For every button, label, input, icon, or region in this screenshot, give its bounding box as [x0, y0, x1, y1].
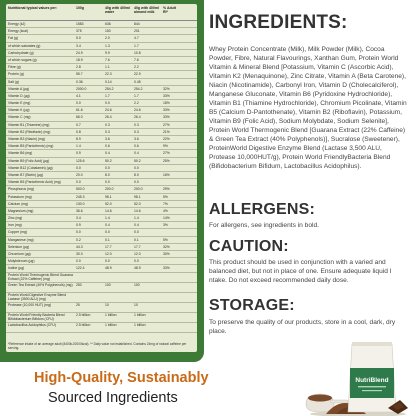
ingredients-heading: INGREDIENTS: — [209, 12, 348, 33]
nutrient-value — [161, 303, 180, 312]
nutrient-value: 0.14 — [105, 79, 112, 84]
nutrient-value — [161, 28, 180, 34]
nutrient-name: Manganese (mg) — [8, 237, 34, 242]
nutrient-name: Protein World Digestive Enzyme Blend Lactase (3500 ALU) (mg) — [8, 292, 67, 301]
table-row — [6, 71, 197, 78]
nutrient-value: 0.0 — [134, 230, 139, 235]
header-cell: Nutritional typical values per: — [8, 6, 58, 10]
nutrient-name: Protein World Friendly Bacteria Blend Bifidobacterium Bifidum (CFU) — [8, 312, 65, 321]
nutrient-value — [132, 273, 161, 282]
nutrient-value: 0.36 — [76, 79, 83, 84]
nutrient-name: Molybdenum (µg) — [8, 259, 35, 264]
nutrient-value: 18% — [163, 101, 170, 106]
table-row — [6, 323, 197, 333]
nutrient-value: 16% — [163, 172, 170, 177]
nutrient-value: 5.0 — [76, 36, 81, 41]
table-row — [6, 129, 197, 136]
nutrient-value: 24.6 — [105, 108, 112, 113]
nutrient-value: 0.0 — [105, 165, 110, 170]
nutrient-value — [161, 293, 180, 302]
nutrient-value: 0.4 — [134, 151, 139, 156]
table-row — [6, 229, 197, 236]
nutrient-value: 2.2 — [134, 65, 139, 70]
nutrition-table — [6, 4, 197, 352]
nutrient-value: 1583 — [76, 22, 84, 26]
nutrient-name: Selenium (µg) — [8, 244, 30, 249]
table-row — [6, 313, 197, 323]
nutrient-value: 48.9 — [134, 266, 141, 271]
storage-text: To preserve the quality of our products, store in a cool, dark, dry place. — [209, 319, 396, 335]
nutrient-name: Green Tea Extract (40% Polyphenols) (mg) — [8, 282, 73, 287]
nutrient-value: 254.2 — [134, 86, 143, 91]
nutrient-name: Vitamin B7 (Biotin) (µg) — [8, 172, 44, 177]
nutrient-value: 25% — [163, 158, 170, 163]
nutrient-value — [161, 179, 180, 185]
nutrient-name: Vitamin B6 (mg) — [8, 151, 33, 156]
table-row — [6, 21, 197, 28]
nutrient-value: 0.4 — [105, 151, 110, 156]
nutrient-value: 17.7 — [105, 244, 112, 249]
nutrient-value: 245.3 — [76, 194, 85, 199]
nutrient-value: 1.7 — [134, 93, 139, 98]
nutrient-value: 22.9 — [134, 72, 141, 77]
product-pouch-icon — [348, 342, 396, 412]
nutrient-value: 10 — [105, 302, 109, 307]
nutrient-value — [161, 165, 180, 171]
nutrient-value: 0.0 — [105, 180, 110, 185]
nutrient-value — [161, 35, 180, 41]
table-row — [6, 293, 197, 303]
nutrient-value: 0.3 — [105, 129, 110, 134]
nutrient-value: 33% — [163, 108, 170, 113]
nutrient-value: 24.6 — [134, 108, 141, 113]
header-cell: 40g with 400ml almond milk — [134, 6, 159, 15]
nutrient-value: 0.45 — [134, 79, 141, 84]
nutrient-value: 20.0 — [76, 172, 83, 177]
table-row — [6, 172, 197, 179]
allergens-heading: ALLERGENS: — [209, 201, 315, 218]
nutrient-value: 1.1 — [105, 65, 110, 70]
nutrient-value: 250 — [76, 282, 82, 287]
nutrient-name: Vitamin K (µg) — [8, 108, 30, 113]
nutrient-value — [161, 273, 180, 282]
nutrient-name: Vitamin B5 (Pantothenic Acid) (mg) — [8, 180, 61, 185]
nutrient-name: Vitamin B12 (Cobalamin) (µg) — [8, 165, 53, 170]
nutrient-value: 26.4 — [134, 115, 141, 120]
nutrient-value: 375 — [76, 29, 82, 34]
table-row — [6, 258, 197, 265]
nutrient-value: 33% — [163, 115, 170, 120]
nutrient-value: 17.7 — [134, 244, 141, 249]
nutrient-value — [161, 323, 180, 332]
nutrient-value: 1.4 — [105, 216, 110, 221]
nutrient-value: 30.0 — [76, 252, 83, 256]
table-row — [6, 237, 197, 244]
nutrient-name: Salt (g) — [8, 79, 19, 84]
nutrient-name: Vitamin D (µg) — [8, 93, 30, 98]
nutrient-value: 3.6 — [105, 137, 110, 141]
nutrient-name: Vitamin B9 (Folic Acid) (µg) — [8, 158, 50, 163]
nutrient-value: 7.6 — [105, 57, 110, 62]
allergens-text: For allergens, see ingredients in bold. — [209, 222, 319, 229]
nutrient-value: 24.9 — [76, 50, 83, 55]
nutrient-value: 3.6 — [134, 137, 139, 141]
nutrient-value: 14% — [163, 216, 170, 221]
nutrient-value: 1.4 — [134, 216, 139, 221]
nutrient-value: 8.0 — [105, 172, 110, 177]
nutrient-value: 61.6 — [76, 108, 83, 113]
nutrient-value: 3% — [163, 223, 168, 228]
nutrient-value: 130.0 — [76, 201, 85, 206]
nutrient-value: 2.0 — [105, 36, 110, 41]
caution-text: This product should be used in conjunction with a varied and balanced diet, but not in place of one. Ensure adequate liquid I ntake. Do not exceed recommended daily dose. — [209, 259, 392, 284]
nutrient-value: 4.7 — [134, 36, 139, 41]
table-row — [6, 194, 197, 201]
nutrient-value: 36.6 — [76, 208, 83, 213]
nutrient-value: 0.7 — [76, 122, 81, 127]
nutrient-name: Potassium (mg) — [8, 194, 32, 199]
nutrient-value — [161, 283, 180, 292]
nutrient-value: 22% — [163, 137, 170, 141]
nutrient-value: 98.1 — [134, 194, 141, 199]
nutrient-value — [161, 71, 180, 77]
product-label: NutriBlend — [355, 377, 389, 384]
nutrient-value: 2.5 billion — [76, 312, 91, 317]
table-row — [6, 273, 197, 283]
nutrient-value: 32% — [163, 86, 170, 91]
nutrient-value: 200.0 — [105, 187, 114, 192]
nutrient-value: 33% — [163, 93, 170, 98]
nutrient-value: 4% — [163, 208, 168, 213]
table-row — [6, 93, 197, 100]
nutrient-name: Protein World Thermogenic Blend Guarana Extract (22% Caffeine) (mg) — [8, 272, 73, 281]
nutrient-value: 0.0 — [76, 165, 81, 170]
table-row — [6, 143, 197, 150]
nutrient-value: 50.2 — [134, 158, 141, 163]
nutrient-value: 254.2 — [105, 86, 114, 91]
nutrient-name: of which sugars (g) — [8, 57, 37, 62]
nutrient-value: 0.0 — [134, 165, 139, 170]
nutrient-value: 1 billion — [105, 312, 117, 317]
nutrient-name: Carbohydrate (g) — [8, 50, 34, 55]
caution-heading: CAUTION: — [209, 238, 289, 255]
nutrient-value: 0.6 — [105, 144, 110, 149]
nutrient-value: 125.6 — [76, 158, 85, 163]
nutrition-table-header — [6, 4, 197, 21]
nutrient-value: 25 — [76, 302, 80, 307]
nutrient-value: 0.0 — [134, 259, 139, 264]
table-row — [6, 165, 197, 172]
nutrient-value: 0.0 — [134, 180, 139, 185]
nutrient-value: 33% — [163, 266, 170, 271]
nutrient-value — [161, 79, 180, 85]
nutrient-name: Fat (g) — [8, 36, 18, 41]
nutrient-value — [161, 50, 180, 56]
nutrient-value: 8.9 — [76, 137, 81, 141]
nutrient-value: 0.0 — [76, 101, 81, 106]
nutrient-value: 8.0 — [134, 172, 139, 177]
nutrient-value — [161, 258, 180, 264]
nutrient-value: 0.0 — [105, 101, 110, 106]
nutrient-value: 14.6 — [134, 208, 141, 213]
table-row — [6, 244, 197, 251]
nutrient-value: 1 billion — [105, 322, 117, 327]
nutrient-value — [103, 293, 132, 302]
nutrient-name: Iron (mg) — [8, 223, 22, 228]
nutrient-value: 0.3 — [105, 122, 110, 127]
nutrient-value: 200.0 — [134, 187, 143, 192]
nutrient-value: 52.0 — [134, 201, 141, 206]
nutrient-value — [161, 57, 180, 63]
nutrition-rows — [6, 21, 197, 333]
nutrient-value: 3.4 — [76, 216, 81, 221]
table-row — [6, 208, 197, 215]
header-cell: % Adult RI* — [163, 6, 176, 15]
nutrient-name: Zinc (mg) — [8, 216, 23, 221]
nutrient-value: 14.6 — [105, 208, 112, 213]
nutrient-name: Fibre (g) — [8, 65, 21, 70]
table-row — [6, 79, 197, 86]
nutrient-value: 2.2 — [134, 101, 139, 106]
ingredients-text: Whey Protein Concentrate (Milk), Milk Powder (Milk), Cocoa Powder, Fibre, Natural Flavourings, Xanthan Gum, Protein World Vitamin & Mineral Blend [Potassium, Vitamin C (Ascorbic Acid), Vitamin K2 (Menaquinone), Zinc Citrate, Vitamin A (Beta Carotene), Niacin (Nicotinamide), Carbonyl Iron, Vitamin D (Cholecalciferol), Manganese Gluconate, Vitamin B6 (Pyridoxine Hydrochloride), Vitamin B1 (Thiamine Hydrochloride), Chromium Picolinate, Vitamin B5 (Calcium D-Pantothenate), Vitamin B2 (Riboflavin), Potassium, Vitamin B9 (Folic Acid), Sodium Molybdate, Sodium Selenite], Protein World Thermogenic Blend [Guarana Extract (22% Caffeine) & Green Tea Extract (40% Polyphenols)], Sucralose (Sweetener), ProteinWorld Digestive Enzyme Blend (Lactase 3,500 ALU, Protease 10,000HUT/g), Protein World FriendlyBacteria Blend (Bifidobacterium Bifidum, Lactobacillus Acidophilus). — [209, 46, 407, 170]
nutrient-value: 32% — [163, 244, 170, 249]
nutrient-value: 1 billion — [134, 312, 146, 317]
nutrient-value: 12.0 — [134, 252, 141, 256]
nutrient-value: 2000.0 — [76, 86, 87, 91]
table-row — [6, 107, 197, 114]
header-cell: 100g — [76, 6, 84, 10]
nutrient-value: 26.4 — [105, 115, 112, 120]
nutrient-value: 27% — [163, 151, 170, 156]
nutrient-value — [132, 293, 161, 302]
nutrient-value: 150 — [105, 29, 111, 34]
table-row — [6, 86, 197, 93]
product-illustration — [300, 338, 410, 416]
nutrient-value: 2.5 billion — [76, 322, 91, 327]
table-row — [6, 222, 197, 229]
nutrient-value: 7.6 — [134, 57, 139, 62]
nutrient-name: Copper (mg) — [8, 230, 28, 235]
nutrient-value: 0.3 — [134, 129, 139, 134]
table-row — [6, 186, 197, 193]
nutrient-value: 844 — [134, 22, 140, 26]
nutrient-value: 48.9 — [105, 266, 112, 271]
table-row — [6, 215, 197, 222]
nutrient-value: 0.9 — [76, 223, 81, 228]
nutrient-value — [161, 64, 180, 70]
nutrient-name: Calcium (mg) — [8, 201, 29, 206]
nutrient-value — [74, 293, 103, 302]
nutrient-value: 29% — [163, 187, 170, 192]
nutrient-value: 2.8 — [76, 65, 81, 70]
nutrient-name: Vitamin E (mg) — [8, 101, 31, 106]
table-row — [6, 50, 197, 57]
nutrient-value: 1 billion — [134, 322, 146, 327]
nutrient-value: 100 — [134, 282, 140, 287]
nutrient-value: 52.0 — [105, 201, 112, 206]
nutrient-name: Vitamin B5 (Pantothenic) (mg) — [8, 144, 54, 149]
nutrient-value: 0.1 — [134, 237, 139, 242]
nutrient-value: 9% — [163, 144, 168, 149]
table-row — [6, 179, 197, 186]
nutrient-value: 3.4 — [76, 43, 81, 48]
nutrient-value: 7% — [163, 201, 168, 206]
table-row — [6, 303, 197, 313]
tagline-line2: Sourced Ingredients — [48, 390, 178, 406]
nutrient-value: 0.0 — [76, 230, 81, 235]
nutrient-value: 636 — [105, 22, 111, 26]
nutrient-value — [161, 229, 180, 235]
nutrient-value: 5% — [163, 194, 168, 199]
nutrient-value: 1.4 — [76, 144, 81, 149]
table-row — [6, 100, 197, 107]
nutrient-value: 30% — [163, 252, 170, 256]
nutrient-value: 0.0 — [76, 259, 81, 264]
nutrient-value: 0.6 — [134, 144, 139, 149]
nutrient-value — [103, 273, 132, 282]
nutrient-value: 0.0 — [105, 230, 110, 235]
nutrient-value — [74, 273, 103, 282]
nutrient-value: 100 — [105, 282, 111, 287]
nutrient-value: 4.1 — [76, 93, 81, 98]
nutrient-value: 0.0 — [76, 180, 81, 185]
nutrient-value — [161, 21, 180, 27]
nutrient-value: 0.4 — [134, 223, 139, 228]
tagline-line1: High-Quality, Sustainably — [34, 370, 209, 386]
table-row — [6, 114, 197, 121]
nutrient-value: 10.8 — [134, 50, 141, 55]
nutrient-value: 201 — [134, 29, 140, 34]
nutrient-value — [161, 43, 180, 49]
nutrition-panel — [0, 0, 204, 362]
table-row — [6, 283, 197, 293]
nutrient-value: 44.3 — [76, 244, 83, 249]
nutrient-value: 122.4 — [76, 266, 85, 271]
table-row — [6, 136, 197, 143]
nutrient-name: Phosphorus (mg) — [8, 187, 35, 192]
nutrient-name: Magnesium (mg) — [8, 208, 34, 213]
table-row — [6, 265, 197, 272]
nutrient-value: 5% — [163, 237, 168, 242]
nutrient-value: 10 — [134, 302, 138, 307]
table-row — [6, 122, 197, 129]
nutrient-value: 55.7 — [76, 72, 83, 77]
nutrient-name: Energy (kJ) — [8, 22, 26, 26]
nutrient-value — [161, 313, 180, 322]
table-row — [6, 251, 197, 258]
nutrient-value: 1.7 — [105, 93, 110, 98]
table-row — [6, 43, 197, 50]
nutrient-value: 18.9 — [76, 57, 83, 62]
nutrient-value: 1.7 — [134, 43, 139, 48]
nutrient-value: 0.3 — [134, 122, 139, 127]
nutrient-name: Iodine (µg) — [8, 266, 25, 271]
nutrient-value: 50.2 — [105, 158, 112, 163]
table-row — [6, 158, 197, 165]
storage-heading: STORAGE: — [209, 297, 295, 314]
nutrient-value: 0.9 — [76, 151, 81, 156]
nutrient-name: Protein (g) — [8, 72, 24, 77]
nutrient-value: 0.1 — [105, 237, 110, 242]
table-row — [6, 201, 197, 208]
nutrient-value: 22.3 — [105, 72, 112, 77]
table-row — [6, 57, 197, 64]
nutrient-name: Vitamin B3 (Niacin) (mg) — [8, 137, 45, 141]
nutrient-name: Vitamin C (mg) — [8, 115, 31, 120]
nutrient-value: 12.0 — [105, 252, 112, 256]
nutrient-value: 0.0 — [105, 259, 110, 264]
nutrition-footnote: *Reference intake of an average adult (8400kJ/2000kcal). ** Daily value not established. Contains 24mg of natural caffeine per serving. — [8, 342, 187, 350]
nutrient-name: of which saturates (g) — [8, 43, 41, 48]
nutrient-value: 21% — [163, 129, 170, 134]
nutrient-value: 9.9 — [105, 50, 110, 55]
nutrient-name: Vitamin B1 (Thiamine) (mg) — [8, 122, 50, 127]
table-row — [6, 64, 197, 71]
nutrient-value: 66.0 — [76, 115, 83, 120]
nutrient-value: 27% — [163, 122, 170, 127]
nutrient-name: Vitamin B2 (Riboflavin) (mg) — [8, 129, 51, 134]
nutrient-name: Protease (10,000 HUT) (mg) — [8, 302, 51, 307]
nutrient-name: Chromium (µg) — [8, 252, 31, 256]
header-cell: 40g with 400ml water — [105, 6, 130, 15]
nutrient-value: 0.2 — [76, 237, 81, 242]
table-row — [6, 28, 197, 35]
nutrient-name: Energy (kcal) — [8, 29, 28, 34]
table-row — [6, 35, 197, 42]
nutrient-name: Lactobacillus Acidophilus (CFU) — [8, 322, 56, 327]
nutrient-value: 1.3 — [105, 43, 110, 48]
table-row — [6, 150, 197, 157]
nutrient-value: 98.1 — [105, 194, 112, 199]
nutrient-value: 0.8 — [76, 129, 81, 134]
nutrient-value: 0.4 — [105, 223, 110, 228]
nutrient-value: 500.0 — [76, 187, 85, 192]
nutrient-name: Vitamin A (µg) — [8, 86, 30, 91]
